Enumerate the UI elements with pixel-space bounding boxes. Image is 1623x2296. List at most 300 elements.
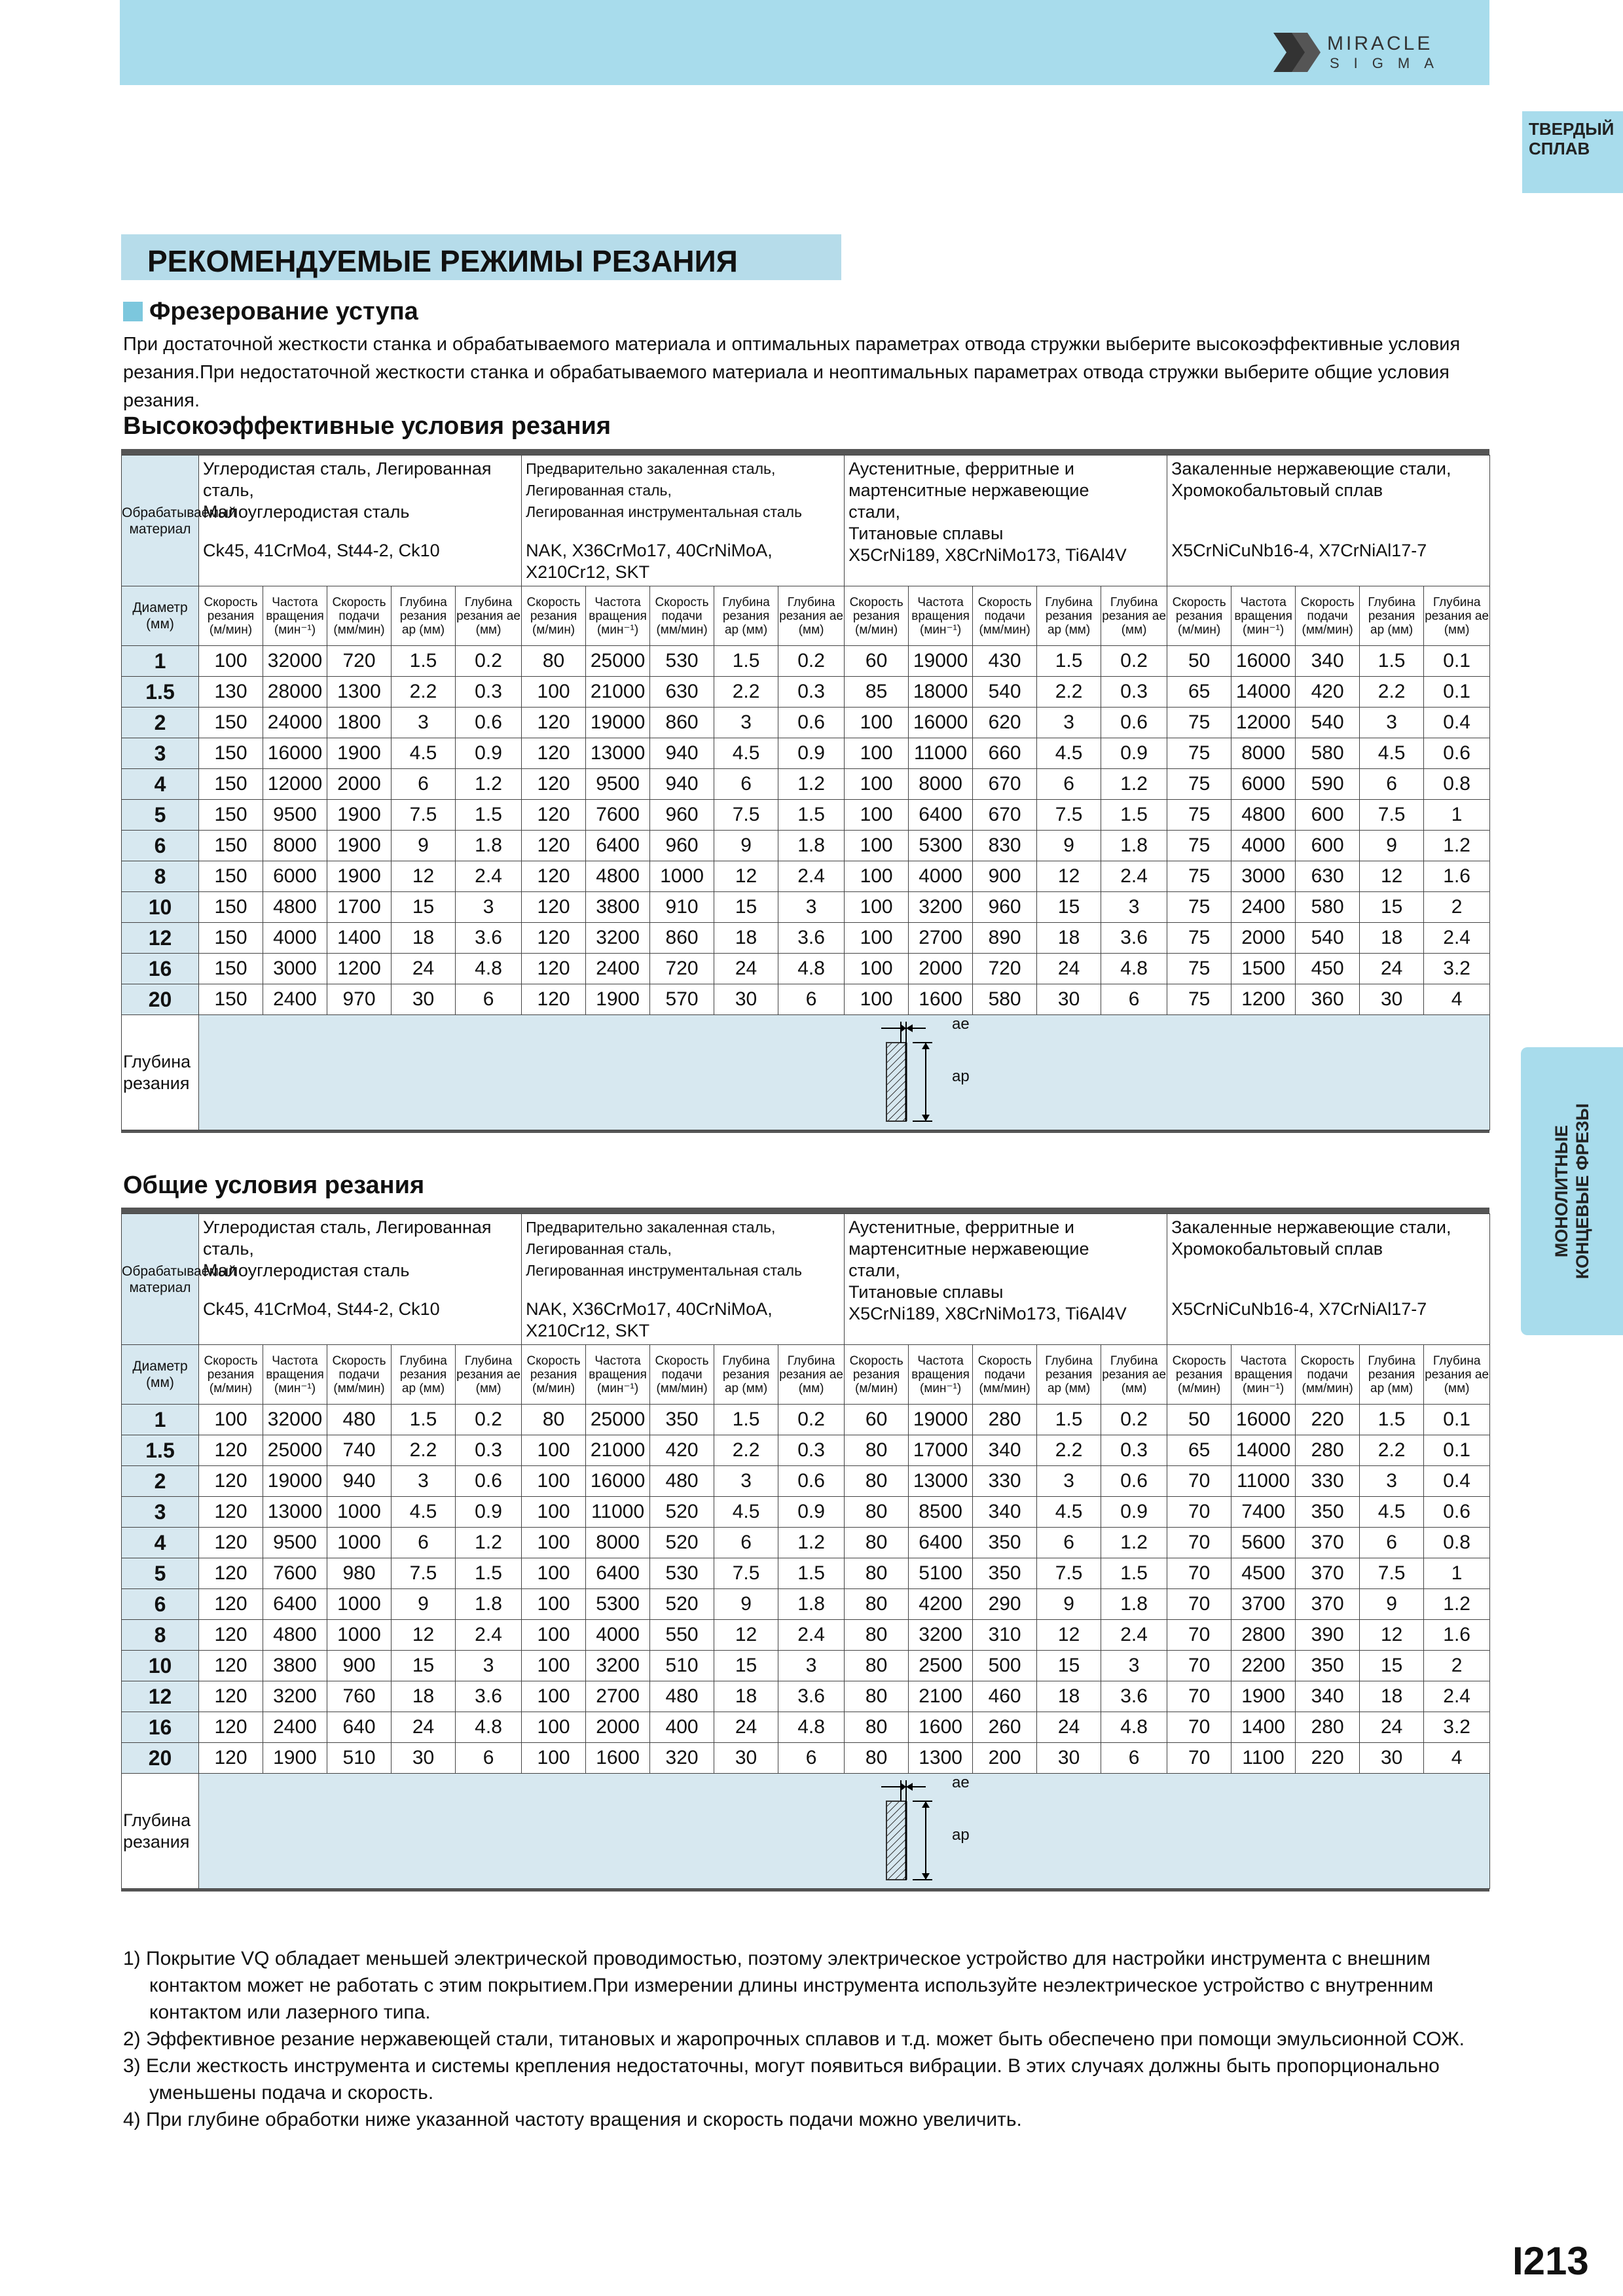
value-cell: 0.1 — [1424, 1435, 1490, 1466]
value-cell: 290 — [973, 1589, 1037, 1620]
value-cell: 3 — [1101, 1651, 1167, 1681]
value-cell: 1.5 — [456, 1558, 522, 1589]
value-cell: 1000 — [650, 861, 714, 892]
table-row — [122, 1712, 1490, 1743]
diameter-label: Диаметр (мм) — [122, 1345, 199, 1405]
value-cell: 150 — [199, 831, 263, 861]
value-cell: 510 — [650, 1651, 714, 1681]
diameter-cell: 8 — [122, 1620, 199, 1651]
value-cell: 18 — [714, 1681, 778, 1712]
value-cell: 0.3 — [456, 677, 522, 708]
value-cell: 70 — [1167, 1620, 1231, 1651]
value-cell: 2500 — [909, 1651, 973, 1681]
value-cell: 1.5 — [714, 1405, 778, 1435]
value-cell: 7600 — [586, 800, 650, 831]
table-row — [122, 923, 1490, 954]
param-header: Глубина резания ae (мм) — [1424, 586, 1490, 646]
value-cell: 4800 — [263, 892, 327, 923]
table-general — [121, 1208, 1489, 1892]
value-cell: 1400 — [327, 923, 392, 954]
ap-label: ap — [952, 1067, 970, 1085]
value-cell: 6 — [778, 1743, 845, 1774]
value-cell: 450 — [1296, 954, 1360, 984]
value-cell: 3200 — [586, 1651, 650, 1681]
value-cell: 16000 — [1231, 646, 1296, 677]
table-row — [122, 677, 1490, 708]
param-header: Глубина резания ap (мм) — [1360, 586, 1424, 646]
value-cell: 530 — [650, 1558, 714, 1589]
value-cell: 890 — [973, 923, 1037, 954]
value-cell: 1400 — [1231, 1712, 1296, 1743]
value-cell: 4.5 — [392, 1497, 456, 1528]
value-cell: 350 — [650, 1405, 714, 1435]
value-cell: 3700 — [1231, 1589, 1296, 1620]
value-cell: 980 — [327, 1558, 392, 1589]
value-cell: 1.5 — [1037, 1405, 1101, 1435]
value-cell: 4 — [1424, 984, 1490, 1015]
value-cell: 360 — [1296, 984, 1360, 1015]
value-cell: 3.6 — [456, 923, 522, 954]
material-grades: X5CrNi189, X8CrNiMo173, Ti6Al4V — [848, 545, 1127, 565]
value-cell: 1900 — [263, 1743, 327, 1774]
value-cell: 21000 — [586, 677, 650, 708]
value-cell: 3.6 — [778, 1681, 845, 1712]
value-cell: 6 — [1101, 984, 1167, 1015]
value-cell: 2000 — [909, 954, 973, 984]
value-cell: 4000 — [263, 923, 327, 954]
brand-subname: SIGMA — [1330, 55, 1448, 71]
value-cell: 760 — [327, 1681, 392, 1712]
material-desc: Аустенитные, ферритные и мартенситные нержавеющие стали, Титановые сплавы — [848, 459, 1089, 543]
value-cell: 4.5 — [1037, 1497, 1101, 1528]
value-cell: 220 — [1296, 1405, 1360, 1435]
depth-label: Глубина резания — [122, 1774, 199, 1889]
material-group — [845, 1214, 1167, 1345]
value-cell: 4800 — [586, 861, 650, 892]
depth-diagram — [873, 1775, 991, 1886]
value-cell: 70 — [1167, 1589, 1231, 1620]
side-tab-carbide-label: ТВЕРДЫЙ СПЛАВ — [1529, 119, 1614, 158]
value-cell: 2100 — [909, 1681, 973, 1712]
param-header: Частота вращения (мин⁻¹) — [1231, 1345, 1296, 1405]
value-cell: 540 — [973, 677, 1037, 708]
value-cell: 720 — [650, 954, 714, 984]
value-cell: 9500 — [263, 800, 327, 831]
material-desc: Закаленные нержавеющие стали, Хромокобальтовый сплав — [1171, 459, 1451, 500]
value-cell: 120 — [199, 1589, 263, 1620]
value-cell: 100 — [522, 1435, 586, 1466]
diameter-cell: 20 — [122, 984, 199, 1015]
value-cell: 25000 — [586, 1405, 650, 1435]
value-cell: 0.1 — [1424, 1405, 1490, 1435]
value-cell: 65 — [1167, 677, 1231, 708]
value-cell: 0.3 — [778, 677, 845, 708]
diameter-cell: 3 — [122, 1497, 199, 1528]
table-row — [122, 738, 1490, 769]
value-cell: 3800 — [263, 1651, 327, 1681]
value-cell: 2.2 — [714, 677, 778, 708]
value-cell: 150 — [199, 954, 263, 984]
param-header: Глубина резания ae (мм) — [778, 586, 845, 646]
value-cell: 120 — [199, 1528, 263, 1558]
value-cell: 70 — [1167, 1712, 1231, 1743]
value-cell: 0.6 — [1424, 738, 1490, 769]
value-cell: 310 — [973, 1620, 1037, 1651]
value-cell: 120 — [199, 1466, 263, 1497]
value-cell: 3 — [392, 1466, 456, 1497]
value-cell: 860 — [650, 708, 714, 738]
value-cell: 4.8 — [778, 1712, 845, 1743]
material-group — [199, 456, 522, 586]
value-cell: 16000 — [263, 738, 327, 769]
param-header: Скорость резания (м/мин) — [1167, 586, 1231, 646]
param-header: Глубина резания ae (мм) — [1424, 1345, 1490, 1405]
value-cell: 530 — [650, 646, 714, 677]
value-cell: 340 — [1296, 1681, 1360, 1712]
value-cell: 24 — [1360, 1712, 1424, 1743]
diameter-cell: 1 — [122, 1405, 199, 1435]
value-cell: 330 — [1296, 1466, 1360, 1497]
value-cell: 280 — [1296, 1712, 1360, 1743]
value-cell: 28000 — [263, 677, 327, 708]
table-row — [122, 1620, 1490, 1651]
value-cell: 220 — [1296, 1743, 1360, 1774]
value-cell: 1.8 — [1101, 831, 1167, 861]
value-cell: 1900 — [327, 861, 392, 892]
value-cell: 19000 — [263, 1466, 327, 1497]
value-cell: 3 — [1037, 1466, 1101, 1497]
value-cell: 9 — [1360, 1589, 1424, 1620]
value-cell: 150 — [199, 769, 263, 800]
param-header: Частота вращения (мин⁻¹) — [586, 1345, 650, 1405]
value-cell: 260 — [973, 1712, 1037, 1743]
value-cell: 3 — [1101, 892, 1167, 923]
value-cell: 1.5 — [392, 646, 456, 677]
diameter-cell: 1.5 — [122, 677, 199, 708]
value-cell: 1.5 — [1037, 646, 1101, 677]
value-cell: 32000 — [263, 646, 327, 677]
value-cell: 0.4 — [1424, 1466, 1490, 1497]
value-cell: 0.2 — [456, 1405, 522, 1435]
value-cell: 16000 — [586, 1466, 650, 1497]
value-cell: 1000 — [327, 1497, 392, 1528]
param-header: Скорость подачи (мм/мин) — [1296, 1345, 1360, 1405]
material-grades: NAK, X36CrMo17, 40CrNiMoA, X210Cr12, SKT — [526, 1299, 773, 1340]
depth-diagram-area — [199, 1774, 1490, 1889]
value-cell: 130 — [199, 677, 263, 708]
value-cell: 32000 — [263, 1405, 327, 1435]
value-cell: 1900 — [327, 738, 392, 769]
value-cell: 6400 — [909, 800, 973, 831]
param-header: Глубина резания ap (мм) — [714, 586, 778, 646]
value-cell: 4000 — [909, 861, 973, 892]
value-cell: 120 — [522, 892, 586, 923]
value-cell: 100 — [199, 1405, 263, 1435]
value-cell: 4 — [1424, 1743, 1490, 1774]
table-row — [122, 769, 1490, 800]
depth-diagram — [873, 1016, 991, 1128]
value-cell: 60 — [845, 1405, 909, 1435]
value-cell: 30 — [1360, 1743, 1424, 1774]
value-cell: 4.5 — [1360, 738, 1424, 769]
value-cell: 0.1 — [1424, 677, 1490, 708]
value-cell: 150 — [199, 738, 263, 769]
material-grades: Ck45, 41CrMo4, St44-2, Ck10 — [203, 541, 440, 560]
value-cell: 3.6 — [778, 923, 845, 954]
value-cell: 120 — [199, 1743, 263, 1774]
value-cell: 1200 — [1231, 984, 1296, 1015]
value-cell: 1.5 — [1360, 646, 1424, 677]
value-cell: 720 — [327, 646, 392, 677]
value-cell: 30 — [1037, 1743, 1101, 1774]
value-cell: 100 — [845, 738, 909, 769]
value-cell: 370 — [1296, 1558, 1360, 1589]
value-cell: 860 — [650, 923, 714, 954]
table-row — [122, 1558, 1490, 1589]
value-cell: 80 — [845, 1743, 909, 1774]
value-cell: 580 — [1296, 892, 1360, 923]
value-cell: 340 — [973, 1497, 1037, 1528]
value-cell: 0.6 — [778, 1466, 845, 1497]
diameter-label: Диаметр (мм) — [122, 586, 199, 646]
value-cell: 12 — [392, 1620, 456, 1651]
value-cell: 80 — [845, 1435, 909, 1466]
value-cell: 350 — [973, 1558, 1037, 1589]
value-cell: 1600 — [909, 984, 973, 1015]
table-row — [122, 892, 1490, 923]
value-cell: 12000 — [263, 769, 327, 800]
value-cell: 11000 — [1231, 1466, 1296, 1497]
table-row — [122, 1528, 1490, 1558]
table-row — [122, 1405, 1490, 1435]
value-cell: 3200 — [909, 892, 973, 923]
value-cell: 7400 — [1231, 1497, 1296, 1528]
value-cell: 15 — [1037, 892, 1101, 923]
value-cell: 75 — [1167, 708, 1231, 738]
diameter-cell: 12 — [122, 1681, 199, 1712]
value-cell: 3 — [456, 892, 522, 923]
value-cell: 520 — [650, 1528, 714, 1558]
param-header: Глубина резания ae (мм) — [456, 586, 522, 646]
value-cell: 150 — [199, 861, 263, 892]
value-cell: 1.2 — [778, 769, 845, 800]
param-header: Скорость подачи (мм/мин) — [327, 1345, 392, 1405]
value-cell: 1800 — [327, 708, 392, 738]
brand-name: MIRACLE — [1327, 33, 1433, 54]
value-cell: 1.5 — [1360, 1405, 1424, 1435]
param-header: Частота вращения (мин⁻¹) — [909, 586, 973, 646]
value-cell: 120 — [199, 1681, 263, 1712]
ae-label: ae — [952, 1774, 970, 1791]
value-cell: 3.2 — [1424, 954, 1490, 984]
value-cell: 2400 — [586, 954, 650, 984]
value-cell: 430 — [973, 646, 1037, 677]
value-cell: 520 — [650, 1497, 714, 1528]
value-cell: 1.8 — [456, 831, 522, 861]
diameter-cell: 6 — [122, 831, 199, 861]
material-label: Обрабатываемый материал — [122, 456, 199, 586]
value-cell: 2400 — [263, 1712, 327, 1743]
value-cell: 100 — [522, 1528, 586, 1558]
value-cell: 120 — [199, 1497, 263, 1528]
value-cell: 420 — [1296, 677, 1360, 708]
value-cell: 3 — [392, 708, 456, 738]
value-cell: 8000 — [586, 1528, 650, 1558]
value-cell: 120 — [522, 769, 586, 800]
value-cell: 80 — [845, 1558, 909, 1589]
value-cell: 2.2 — [1037, 677, 1101, 708]
value-cell: 100 — [845, 892, 909, 923]
value-cell: 19000 — [586, 708, 650, 738]
value-cell: 30 — [714, 1743, 778, 1774]
value-cell: 13000 — [263, 1497, 327, 1528]
value-cell: 4800 — [263, 1620, 327, 1651]
value-cell: 370 — [1296, 1528, 1360, 1558]
value-cell: 1.5 — [778, 1558, 845, 1589]
value-cell: 0.2 — [1101, 1405, 1167, 1435]
value-cell: 2.2 — [1360, 677, 1424, 708]
value-cell: 30 — [392, 1743, 456, 1774]
value-cell: 30 — [1037, 984, 1101, 1015]
value-cell: 100 — [522, 1558, 586, 1589]
value-cell: 6 — [1101, 1743, 1167, 1774]
value-cell: 1700 — [327, 892, 392, 923]
value-cell: 1300 — [909, 1743, 973, 1774]
param-header: Частота вращения (мин⁻¹) — [909, 1345, 973, 1405]
value-cell: 0.6 — [1101, 708, 1167, 738]
value-cell: 21000 — [586, 1435, 650, 1466]
value-cell: 1.8 — [456, 1589, 522, 1620]
value-cell: 1.6 — [1424, 1620, 1490, 1651]
param-header: Глубина резания ap (мм) — [714, 1345, 778, 1405]
value-cell: 0.6 — [1424, 1497, 1490, 1528]
table-row — [122, 1743, 1490, 1774]
value-cell: 14000 — [1231, 677, 1296, 708]
ae-label: ae — [952, 1015, 970, 1033]
footnote: 3) Если жесткость инструмента и системы крепления недостаточны, могут появиться вибрации. В этих случаях должны быть пропорционально уменьшены подача и скорость. — [123, 2055, 1440, 2104]
value-cell: 720 — [973, 954, 1037, 984]
value-cell: 6400 — [909, 1528, 973, 1558]
value-cell: 350 — [1296, 1651, 1360, 1681]
value-cell: 740 — [327, 1435, 392, 1466]
value-cell: 3200 — [586, 923, 650, 954]
value-cell: 9 — [714, 831, 778, 861]
value-cell: 2.4 — [1424, 1681, 1490, 1712]
value-cell: 80 — [845, 1681, 909, 1712]
value-cell: 0.3 — [456, 1435, 522, 1466]
value-cell: 16000 — [909, 708, 973, 738]
value-cell: 670 — [973, 800, 1037, 831]
value-cell: 9 — [714, 1589, 778, 1620]
value-cell: 100 — [845, 800, 909, 831]
brand-logo — [1273, 27, 1483, 77]
value-cell: 2.2 — [1360, 1435, 1424, 1466]
value-cell: 1.8 — [778, 831, 845, 861]
value-cell: 0.8 — [1424, 1528, 1490, 1558]
value-cell: 1.5 — [714, 646, 778, 677]
value-cell: 75 — [1167, 800, 1231, 831]
value-cell: 25000 — [263, 1435, 327, 1466]
diameter-cell: 3 — [122, 738, 199, 769]
value-cell: 550 — [650, 1620, 714, 1651]
value-cell: 3 — [778, 892, 845, 923]
value-cell: 70 — [1167, 1528, 1231, 1558]
material-desc: Аустенитные, ферритные и мартенситные нержавеющие стали, Титановые сплавы — [848, 1217, 1089, 1302]
value-cell: 480 — [650, 1681, 714, 1712]
value-cell: 2700 — [909, 923, 973, 954]
value-cell: 4.8 — [1101, 954, 1167, 984]
value-cell: 3 — [1360, 708, 1424, 738]
value-cell: 9 — [1037, 1589, 1101, 1620]
value-cell: 520 — [650, 1589, 714, 1620]
value-cell: 0.6 — [456, 708, 522, 738]
diameter-cell: 1.5 — [122, 1435, 199, 1466]
value-cell: 70 — [1167, 1497, 1231, 1528]
value-cell: 12 — [1360, 1620, 1424, 1651]
value-cell: 0.9 — [1101, 1497, 1167, 1528]
value-cell: 500 — [973, 1651, 1037, 1681]
value-cell: 630 — [1296, 861, 1360, 892]
value-cell: 340 — [1296, 646, 1360, 677]
value-cell: 280 — [1296, 1435, 1360, 1466]
value-cell: 12 — [1037, 861, 1101, 892]
value-cell: 0.9 — [456, 1497, 522, 1528]
value-cell: 3.6 — [1101, 1681, 1167, 1712]
value-cell: 120 — [522, 984, 586, 1015]
value-cell: 3 — [456, 1651, 522, 1681]
value-cell: 70 — [1167, 1558, 1231, 1589]
value-cell: 9500 — [586, 769, 650, 800]
diameter-cell: 8 — [122, 861, 199, 892]
material-group — [522, 456, 845, 586]
value-cell: 2.2 — [392, 677, 456, 708]
side-tab-carbide[interactable] — [1522, 111, 1623, 193]
ap-label: ap — [952, 1826, 970, 1844]
side-tab-endmills[interactable] — [1521, 1047, 1623, 1335]
value-cell: 6 — [456, 1743, 522, 1774]
value-cell: 60 — [845, 646, 909, 677]
value-cell: 0.1 — [1424, 646, 1490, 677]
value-cell: 2.4 — [1101, 861, 1167, 892]
footnotes — [123, 1945, 1491, 2133]
value-cell: 7.5 — [1037, 800, 1101, 831]
value-cell: 30 — [1360, 984, 1424, 1015]
diameter-cell: 10 — [122, 1651, 199, 1681]
value-cell: 24 — [1037, 954, 1101, 984]
value-cell: 280 — [973, 1405, 1037, 1435]
depth-diagram-area — [199, 1015, 1490, 1130]
cutting-table — [121, 1213, 1490, 1889]
value-cell: 18 — [392, 923, 456, 954]
diameter-cell: 2 — [122, 708, 199, 738]
value-cell: 460 — [973, 1681, 1037, 1712]
value-cell: 100 — [522, 1681, 586, 1712]
value-cell: 18 — [1360, 923, 1424, 954]
table-row — [122, 708, 1490, 738]
value-cell: 6 — [392, 769, 456, 800]
value-cell: 390 — [1296, 1620, 1360, 1651]
value-cell: 2000 — [1231, 923, 1296, 954]
value-cell: 2000 — [327, 769, 392, 800]
value-cell: 4.5 — [714, 1497, 778, 1528]
value-cell: 5100 — [909, 1558, 973, 1589]
page-title-bar — [121, 234, 841, 280]
value-cell: 75 — [1167, 831, 1231, 861]
value-cell: 600 — [1296, 831, 1360, 861]
value-cell: 900 — [327, 1651, 392, 1681]
value-cell: 4800 — [1231, 800, 1296, 831]
diameter-cell: 6 — [122, 1589, 199, 1620]
